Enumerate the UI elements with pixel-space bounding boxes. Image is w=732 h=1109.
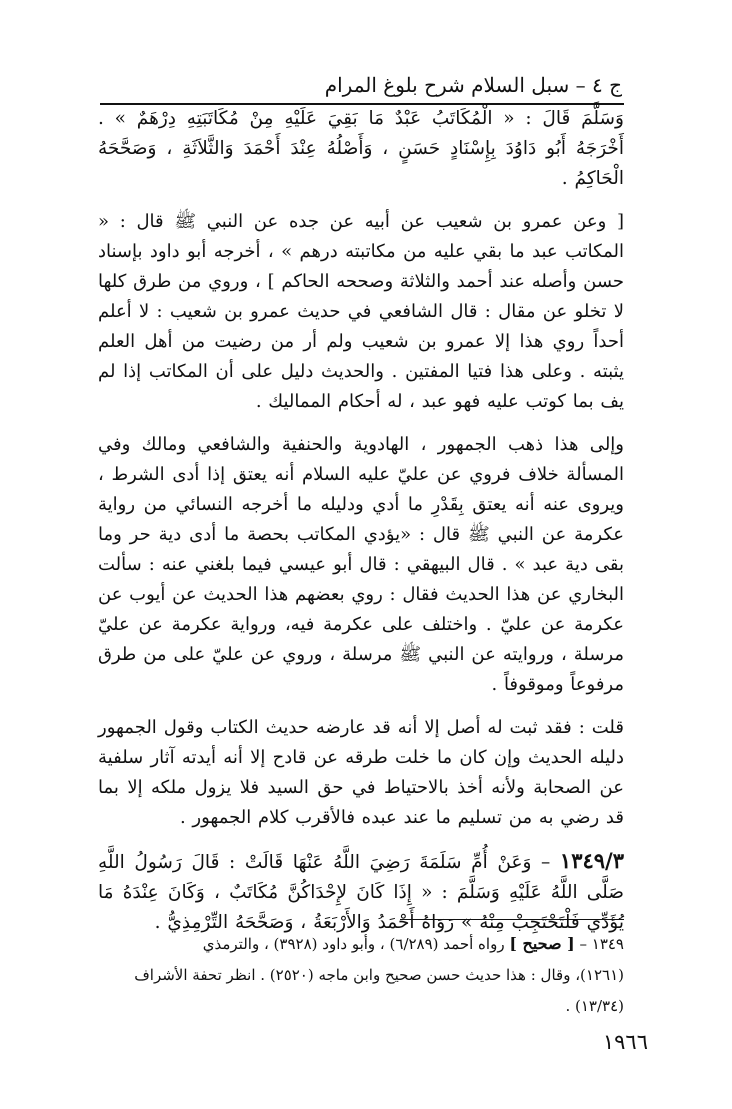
- footnote-grade: [ صحيح ]: [509, 934, 575, 953]
- commentary-paragraph: [ وعن عمرو بن شعيب عن أبيه عن جده عن النبي ﷺ قال : « المكاتب عبد ما بقي عليه من مكاتبته درهم » ، أخرجه أبو داود بإسناد حسن وأصله عند أحمد والثلاثة وصححه الحاكم ] ، وروي من طرق كلها لا تخلو عن مقال : قال الشافعي في حديث عمرو بن شعيب : لا أعلم أحداً روي هذا إلا عمرو بن شعيب ولم أر من رضيت من أهل العلم يثبته . وعلى هذا فتيا المفتين . والحديث دليل على أن المكاتب إذا لم يف بما كوتب عليه فهو عبد ، له أحكام المماليك .: [98, 211, 624, 412]
- footnote-line: (١٢٦١)، وقال : هذا حديث حسن صحيح وابن ماجه (٢٥٢٠) . انظر تحفة الأشراف: [134, 966, 624, 984]
- running-title: ج ٤ – سبل السلام شرح بلوغ المرام: [324, 73, 622, 97]
- footnote-number: ١٣٤٩ –: [579, 935, 624, 953]
- hadith-text: – وَعَنْ أُمِّ سَلَمَةَ رَضِيَ اللَّهُ عَنْهَا قَالَتْ : قَالَ رَسُولُ اللَّهِ صَلَّى اللَّهُ عَلَيْهِ وَسَلَّمَ : « إِذَا كَانَ لإِحْدَاكُنَّ مُكَاتَبٌ ، وَكَانَ عِنْدَهُ مَا يُؤَدِّي فَلْتَحْتَجِبْ مِنْهُ » رَوَاهُ أَحْمَدُ وَالأَرْبَعَةُ ، وَصَحَّحَهُ التِّرْمِذِيُّ .: [98, 852, 624, 933]
- footnote-line: (١٣/٣٤) .: [565, 997, 624, 1015]
- hadith-entry: [98, 846, 624, 938]
- hadith-number: ١٣٤٩/٣: [559, 848, 624, 873]
- footnote-divider: [400, 919, 624, 920]
- footnote-line: [98, 928, 624, 960]
- commentary-paragraph: وإلى هذا ذهب الجمهور ، الهادوية والحنفية والشافعي ومالك وفي المسألة خلاف فروي عن عليّ عليه السلام أنه يعتق إذا أدى الشرط ، ويروى عنه أنه يعتق بِقَدْرِ ما أدي ودليله ما أخرجه النسائي من رواية عكرمة عن النبي ﷺ قال : «يؤدي المكاتب بحصة ما أدى دية حر وما بقى دية عبد » . قال البيهقي : قال أبو عيسي فيما بلغني عنه : سألت البخاري عن هذا الحديث فقال : روي بعضهم هذا الحديث عن أيوب عن عكرمة عن عليّ . واختلف على عكرمة فيه، ورواية عكرمة عن عليّ مرسلة ، وروايته عن النبي ﷺ مرسلة ، وروي عن عليّ على من طرق مرفوعاً وموقوفاً .: [98, 434, 624, 695]
- hadith-continuation: وَسَلَّمَ قَالَ : « الْمُكَاتَبُ عَبْدٌ مَا بَقِيَ عَلَيْهِ مِنْ مُكَاتَبَتِهِ دِرْهَمٌ » . أَخْرَجَهُ أَبُو دَاوُدَ بِإِسْنَادٍ حَسَنٍ ، وَأَصْلُهُ عِنْدَ أَحْمَدَ وَالثَّلاَثَةِ ، وَصَحَّحَهُ الْحَاكِمُ .: [98, 108, 624, 189]
- running-header: [100, 68, 622, 102]
- page-number: ١٩٦٦: [602, 1030, 648, 1054]
- main-text: [98, 104, 624, 938]
- footnote-text: رواه أحمد (٦/٢٨٩) ، وأبو داود (٣٩٢٨) ، والترمذي: [202, 935, 505, 953]
- footnotes: [98, 928, 624, 1022]
- commentary-paragraph: قلت : فقد ثبت له أصل إلا أنه قد عارضه حديث الكتاب وقول الجمهور دليله الحديث وإن كان ما خلت طرقه عن قادح إلا أنه أيدته آثار سلفية عن الصحابة ولأنه أخذ بالاحتياط في حق السيد فلا يزول ملكه إلا بما قد رضي به من تسليم ما عند عبده فالأقرب كلام الجمهور .: [98, 717, 624, 828]
